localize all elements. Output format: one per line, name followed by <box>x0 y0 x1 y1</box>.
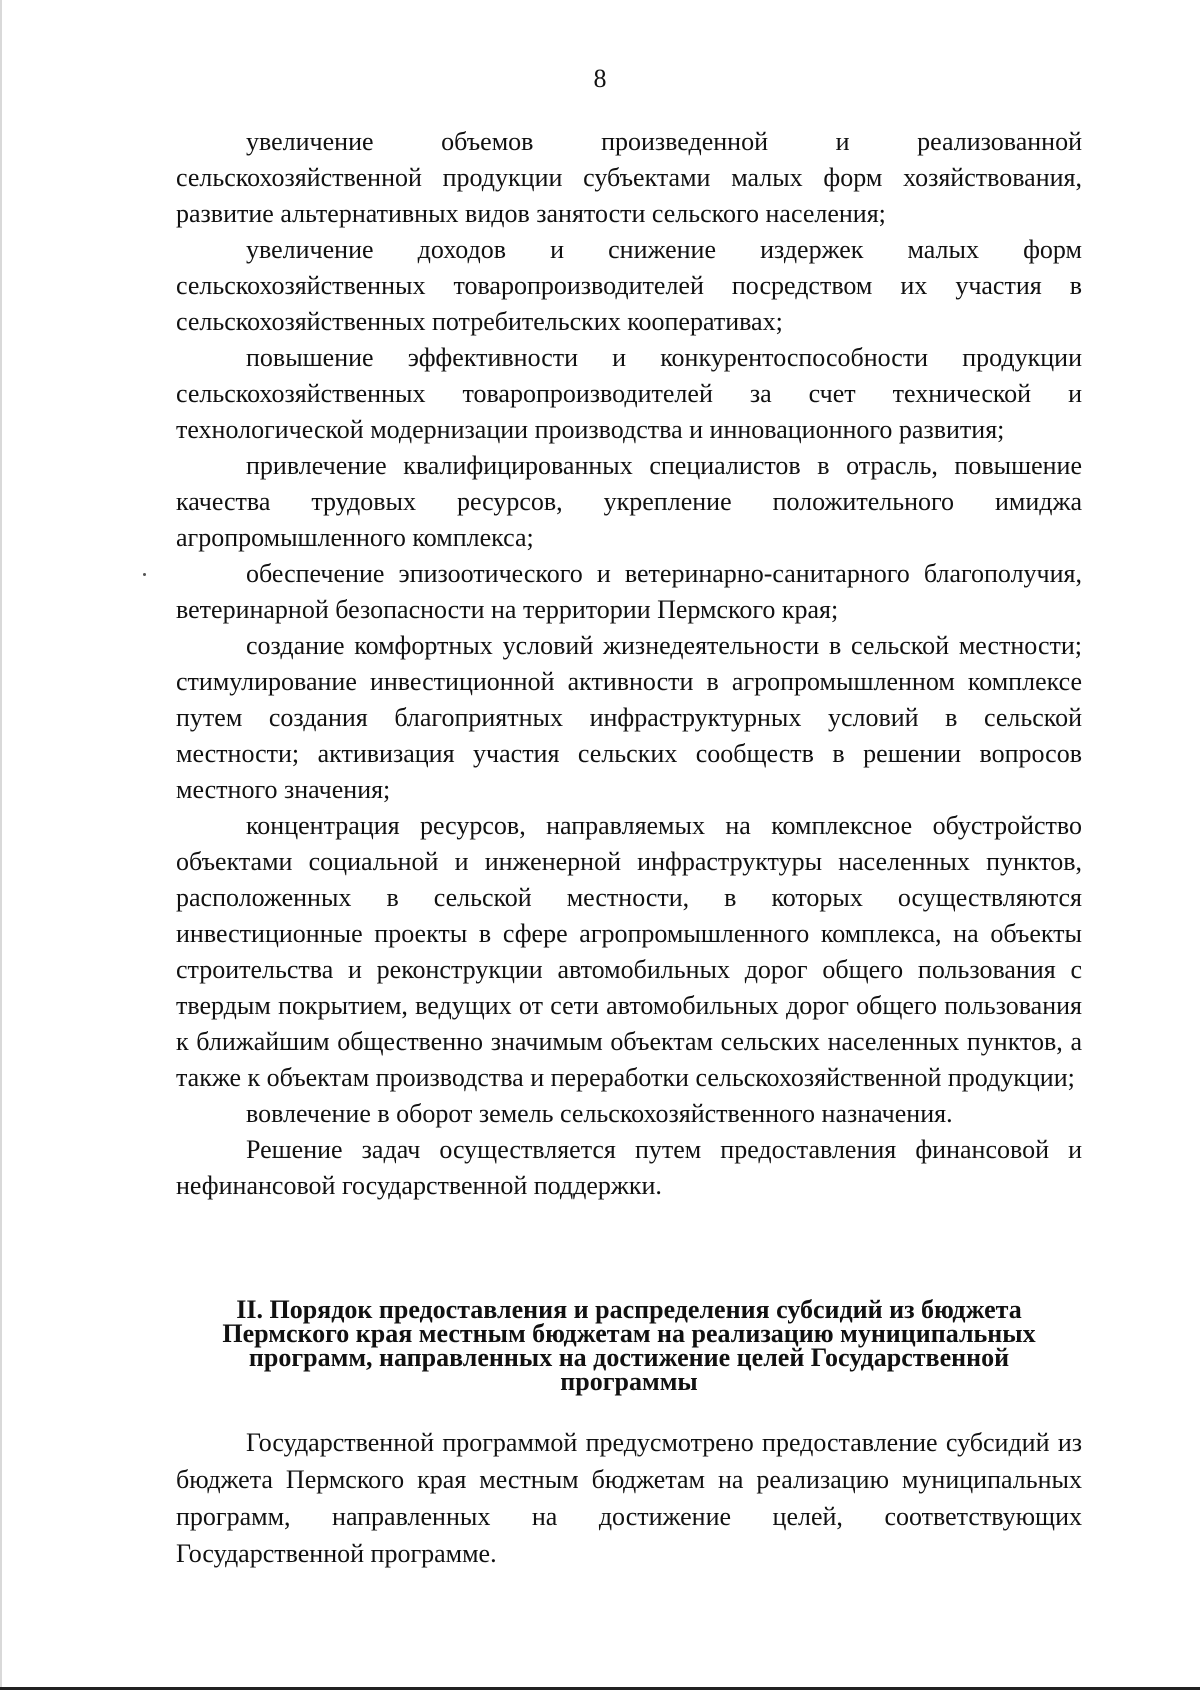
page-number: 8 <box>593 64 607 93</box>
paragraph: Решение задач осуществляется путем предоставления финансовой и нефинансовой государственной поддержки. <box>176 1135 1082 1200</box>
body-text-upper <box>176 124 1082 1204</box>
section-heading-line: программы <box>560 1367 698 1396</box>
paragraph: увеличение объемов произведенной и реализованной сельскохозяйственной продукции субъектами малых форм хозяйствования, развитие альтернативных видов занятости сельского населения; <box>176 127 1082 228</box>
section-heading <box>176 1295 1082 1396</box>
scan-speck <box>143 573 146 576</box>
paragraph: вовлечение в оборот земель сельскохозяйственного назначения. <box>246 1099 953 1128</box>
paragraph: Государственной программой предусмотрено предоставление субсидий из бюджета Пермского края местным бюджетам на реализацию муниципальных программ, направленных на достижение целей, соответствующих Государственной программе. <box>176 1428 1082 1568</box>
paragraph: обеспечение эпизоотического и ветеринарно-санитарного благополучия, ветеринарной безопасности на территории Пермского края; <box>176 559 1082 624</box>
paragraph: создание комфортных условий жизнедеятельности в сельской местности; стимулирование инвестиционной активности в агропромышленном комплексе путем создания благоприятных инфраструктурных условий в сельской местности; активизация участия сельских сообществ в решении вопросов местного значения; <box>176 631 1082 804</box>
body-text-lower <box>176 1424 1082 1572</box>
paragraph: увеличение доходов и снижение издержек малых форм сельскохозяйственных товаропроизводителей посредством их участия в сельскохозяйственных потребительских кооперативах; <box>176 235 1082 336</box>
paragraph: привлечение квалифицированных специалистов в отрасль, повышение качества трудовых ресурсов, укрепление положительного имиджа агропромышленного комплекса; <box>176 451 1082 552</box>
scan-edge-left <box>0 0 2 1690</box>
section-heading-line: программ, направленных на достижение целей Государственной <box>248 1343 1010 1372</box>
section-heading-line: Пермского края местным бюджетам на реализацию муниципальных <box>222 1319 1036 1348</box>
paragraph: повышение эффективности и конкурентоспособности продукции сельскохозяйственных товаропроизводителей за счет технической и технологической модернизации производства и инновационного развития; <box>176 343 1082 444</box>
section-heading-line: II. Порядок предоставления и распределения субсидий из бюджета <box>236 1295 1022 1324</box>
paragraph: концентрация ресурсов, направляемых на комплексное обустройство объектами социальной и инженерной инфраструктуры населенных пунктов, расположенных в сельской местности, в которых осуществляются инвестиционные проекты в сфере агропромышленного комплекса, на объекты строительства и реконструкции автомобильных дорог общего пользования с твердым покрытием, ведущих от сети автомобильных дорог общего пользования к ближайшим общественно значимым объектам сельских населенных пунктов, а также к объектам производства и переработки сельскохозяйственной продукции; <box>176 811 1082 1092</box>
